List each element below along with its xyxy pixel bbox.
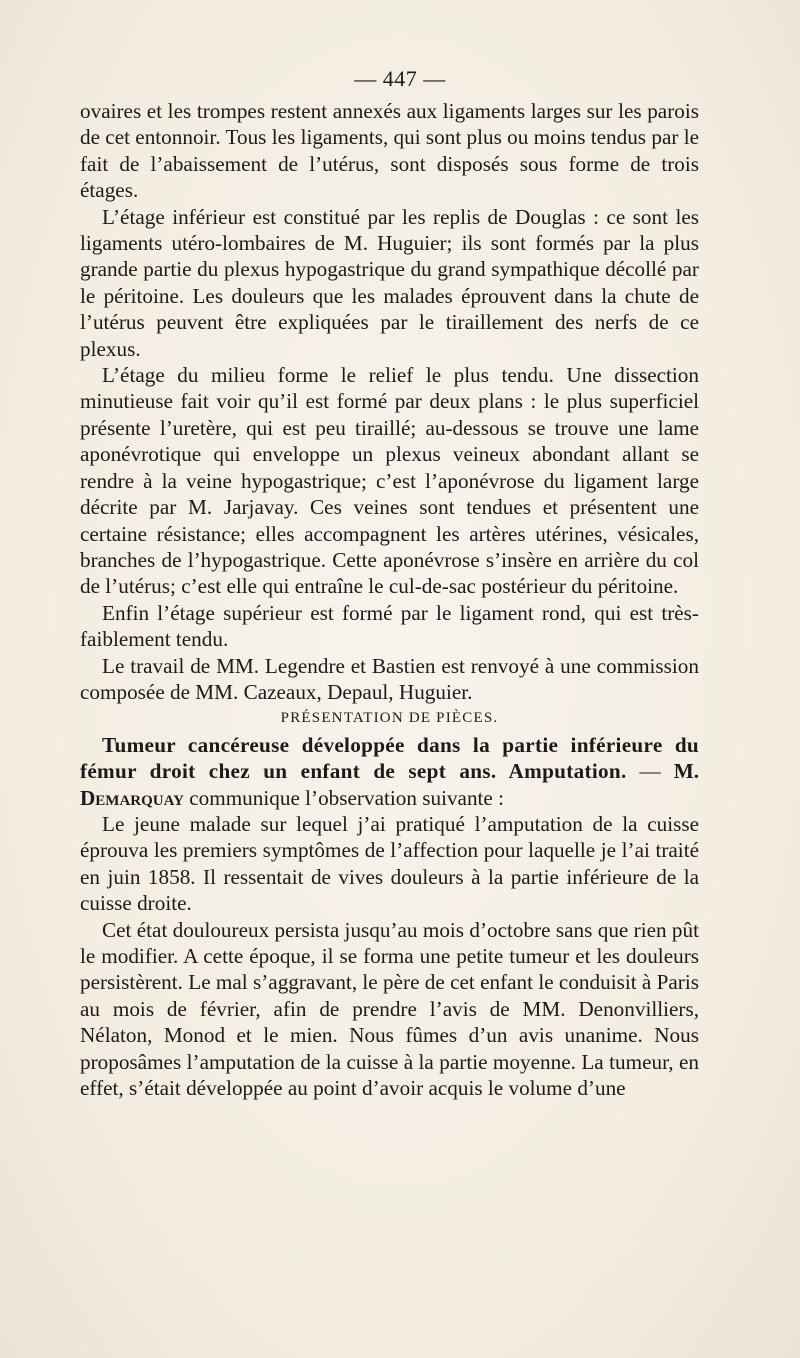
page-body: [80, 98, 699, 1101]
section-heading: PRÉSENTATION DE PIÈCES.: [280, 710, 499, 727]
paragraph-case-onset: Le jeune malade sur lequel j’ai pratiqué l’amputation de la cuisse éprouva les premiers symptômes de l’affection pour laquelle je l’ai traité en juin 1858. Il ressentait de vives douleurs à la partie inférieure de la cuisse droite.: [80, 811, 699, 916]
case-dash: —: [626, 759, 674, 784]
page-number: — 447 —: [354, 66, 446, 91]
case-intro: communique l’observation suivante :: [183, 785, 505, 810]
paragraph-upper-stage: Enfin l’étage supérieur est formé par le ligament rond, qui est très-faiblement tendu.: [80, 600, 699, 652]
case-title: Tumeur cancéreuse développée dans la partie inférieure du fémur droit chez un enfant de sept ans. Amputation.: [80, 732, 699, 784]
paragraph-case-progression: Cet état douloureux persista jusqu’au mois d’octobre sans que rien pût le modifier. A cette époque, il se forma une petite tumeur et les douleurs persistèrent. Le mal s’aggravant, le père de cet enfant le conduisit à Paris au mois de février, afin de prendre l’avis de MM. Denonvilliers, Nélaton, Monod et le mien. Nous fûmes d’un avis unanime. Nous proposâmes l’amputation de la cuisse à la partie moyenne. La tumeur, en effet, s’était développée au point d’avoir acquis le volume d’une: [80, 917, 699, 1101]
paragraph-commission: Le travail de MM. Legendre et Bastien est renvoyé à une commission composée de MM. Cazeaux, Depaul, Huguier.: [80, 653, 699, 704]
case-author: M. Demarquay: [80, 759, 699, 810]
case-heading-paragraph: [80, 732, 699, 811]
paragraph-middle-stage: L’étage du milieu forme le relief le plus tendu. Une dissection minutieuse fait voir qu’il est formé par deux plans : le plus superficiel présente l’uretère, qui est peu tiraillé; au-dessous se trouve une lame aponévrotique qui enveloppe un plexus veineux abondant allant se rendre à la veine hypogastrique; c’est l’aponévrose du ligament large décrite par M. Jarjavay. Ces veines sont tendues et présentent une certaine résistance; elles accompagnent les artères utérines, vésicales, branches de l’hypogastrique. Cette aponévrose s’insère en arrière du col de l’utérus; c’est elle qui entraîne le cul-de-sac postérieur du péritoine.: [80, 363, 699, 599]
paragraph-lower-stage: L’étage inférieur est constitué par les replis de Douglas : ce sont les ligaments utéro-lombaires de M. Huguier; ils sont formés par la plus grande partie du plexus hypogastrique du grand sympathique décollé par le péritoine. Les douleurs que les malades éprouvent dans la chute de l’utérus peuvent être expliquées par le tiraillement des nerfs de ce plexus.: [80, 204, 699, 361]
paragraph-continuation: ovaires et les trompes restent annexés aux ligaments larges sur les parois de cet entonnoir. Tous les ligaments, qui sont plus ou moins tendus par le fait de l’abaissement de l’utérus, sont disposés sous forme de trois étages.: [80, 99, 699, 203]
